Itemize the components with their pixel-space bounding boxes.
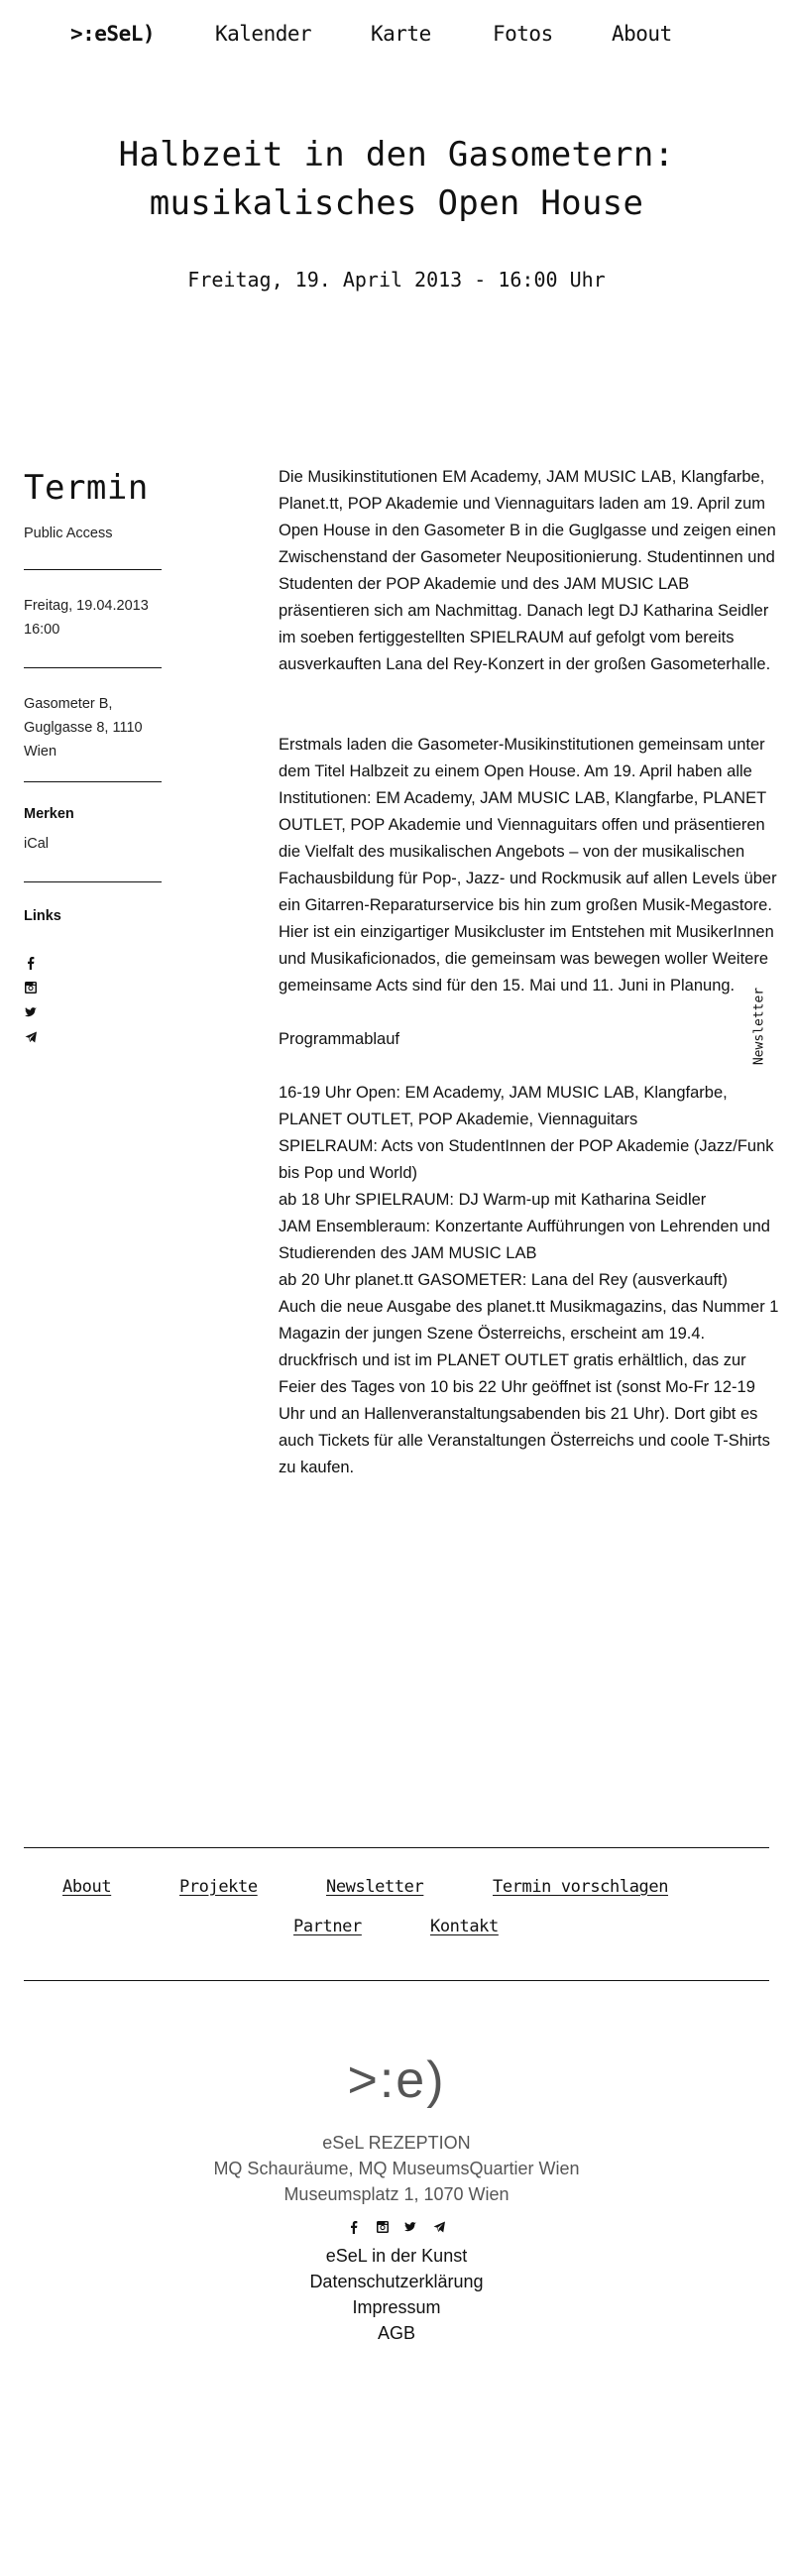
- footer-link-partner[interactable]: Partner: [293, 1917, 362, 1936]
- newsletter-tab-label: Newsletter: [751, 987, 767, 1066]
- footer-link-impressum[interactable]: Impressum: [352, 2297, 441, 2317]
- program-line: Auch die neue Ausgabe des planet.tt Musikmagazins, das Nummer 1 Magazin der jungen Szene Österreichs, erscheint am 19.4. druckfrisch und ist im PLANET OUTLET gratis erhältlich, das zur Feier des Tages von 10 bis 22 Uhr geöffnet ist (sonst Mo-Fr 12-19 Uhr und an Hallenveranstaltungsabenden bis 21 Uhr). Dort gibt es auch Tickets für alle Veranstaltungen Österreichs und coole T-Shirts zu kaufen.: [279, 1298, 779, 1476]
- program-line: JAM Ensembleraum: Konzertante Aufführungen von Lehrenden und Studierenden des JAM MUSIC LAB: [279, 1218, 770, 1262]
- footer-link-esel-in-der-kunst[interactable]: eSeL in der Kunst: [325, 2246, 468, 2266]
- event-title: Halbzeit in den Gasometern: musikalisches Open House: [118, 135, 675, 223]
- location-line: Gasometer B,: [24, 696, 113, 712]
- program-line: ab 20 Uhr planet.tt GASOMETER: Lana del Rey (ausverkauft): [279, 1271, 729, 1289]
- nav-item-karte[interactable]: Karte: [371, 22, 431, 46]
- address-line: Museumsplatz 1, 1070 Wien: [283, 2184, 510, 2204]
- footer-link-newsletter[interactable]: Newsletter: [326, 1877, 424, 1897]
- site-logo-link[interactable]: >:eSeL): [70, 22, 156, 46]
- sidebar-social-links: [24, 956, 163, 1044]
- event-date-short: Freitag, 19.04.2013: [24, 598, 149, 614]
- telegram-icon[interactable]: [432, 2220, 446, 2234]
- links-label: Links: [24, 908, 61, 924]
- instagram-icon[interactable]: [24, 981, 38, 995]
- event-date: Freitag, 19. April 2013 - 16:00 Uhr: [187, 268, 606, 292]
- footer-divider: [24, 1980, 769, 1981]
- footer-link-termin-vorschlagen[interactable]: Termin vorschlagen: [493, 1877, 669, 1897]
- footer-legal-links: [0, 2243, 793, 2346]
- location-line: Guglgasse 8, 1110: [24, 720, 143, 736]
- event-description: [279, 464, 779, 1481]
- instagram-icon[interactable]: [376, 2220, 390, 2234]
- facebook-icon[interactable]: [24, 956, 38, 970]
- location-line: Wien: [24, 744, 57, 760]
- divider: [24, 667, 162, 668]
- program-heading: Programmablauf: [279, 1030, 399, 1048]
- twitter-icon[interactable]: [403, 2220, 417, 2234]
- footer-logo: >:e): [347, 2051, 446, 2109]
- program-line: 16-19 Uhr Open: EM Academy, JAM MUSIC LAB, Klangfarbe, PLANET OUTLET, POP Akademie, Viennaguitars: [279, 1084, 728, 1128]
- footer-address: [0, 2130, 793, 2207]
- program-line: ab 18 Uhr SPIELRAUM: DJ Warm-up mit Katharina Seidler: [279, 1191, 707, 1209]
- merken-label: Merken: [24, 806, 74, 822]
- event-location: [24, 692, 163, 763]
- program-line: SPIELRAUM: Acts von StudentInnen der POP Akademie (Jazz/Funk bis Pop und World): [279, 1137, 774, 1182]
- footer-divider: [24, 1847, 769, 1848]
- facebook-icon[interactable]: [347, 2220, 361, 2234]
- divider: [24, 569, 162, 570]
- ical-link[interactable]: iCal: [24, 836, 49, 852]
- nav-item-kalender[interactable]: Kalender: [215, 22, 312, 46]
- divider: [24, 781, 162, 782]
- nav-item-fotos[interactable]: Fotos: [493, 22, 553, 46]
- footer-social-links: [0, 2218, 793, 2236]
- telegram-icon[interactable]: [24, 1030, 38, 1044]
- address-line: MQ Schauräume, MQ MuseumsQuartier Wien: [213, 2159, 580, 2178]
- divider: [24, 881, 162, 882]
- footer-link-datenschutz[interactable]: Datenschutzerklärung: [309, 2272, 484, 2291]
- footer-link-agb[interactable]: AGB: [377, 2323, 415, 2343]
- address-line: eSeL REZEPTION: [322, 2133, 471, 2153]
- description-paragraph: Erstmals laden die Gasometer-Musikinstitutionen gemeinsam unter dem Titel Halbzeit zu einem Open House. Am 19. April haben alle Institutionen: EM Academy, JAM MUSIC LAB, Klangfarbe, PLANET OUTLET, POP Akademie und Viennaguitars offen und präsentieren die Vielfalt des musikalischen Angebots – von der musikalischen Fachausbildung für Pop-, Jazz- und Rockmusik auf allen Levels über ein Gitarren-Reparaturservice bis hin zum großen Musik-Megastore. Hier ist ein einzigartiger Musikcluster im Entstehen mit MusikerInnen und Musikaficionados, die gemeinsam was bewegen woller Weitere gemeinsame Acts sind für den 15. Mai und 11. Juni in Planung.: [279, 736, 777, 995]
- access-type: Public Access: [24, 526, 113, 541]
- twitter-icon[interactable]: [24, 1005, 38, 1019]
- event-sidebar: [24, 466, 163, 1055]
- sidebar-heading: Termin: [24, 468, 149, 508]
- footer-link-projekte[interactable]: Projekte: [179, 1877, 258, 1897]
- top-navigation: [0, 0, 793, 71]
- description-paragraph: Die Musikinstitutionen EM Academy, JAM MUSIC LAB, Klangfarbe, Planet.tt, POP Akademie und Viennaguitars laden am 19. April zum Open House in den Gasometer B in die Guglgasse und zeigen einen Zwischenstand der Gasometer Neupositionierung. Studentinnen und Studenten der POP Akademie und des JAM MUSIC LAB präsentieren sich am Nachmittag. Danach legt DJ Katharina Seidler im soeben fertiggestellten SPIELRAUM auf gefolgt vom bereits ausverkauften Lana del Rey-Konzert in der großen Gasometerhalle.: [279, 468, 776, 673]
- footer-link-kontakt[interactable]: Kontakt: [430, 1917, 499, 1936]
- nav-item-about[interactable]: About: [612, 22, 672, 46]
- newsletter-tab[interactable]: [749, 987, 769, 1066]
- footer-link-about[interactable]: About: [62, 1877, 112, 1897]
- event-time-short: 16:00: [24, 622, 60, 638]
